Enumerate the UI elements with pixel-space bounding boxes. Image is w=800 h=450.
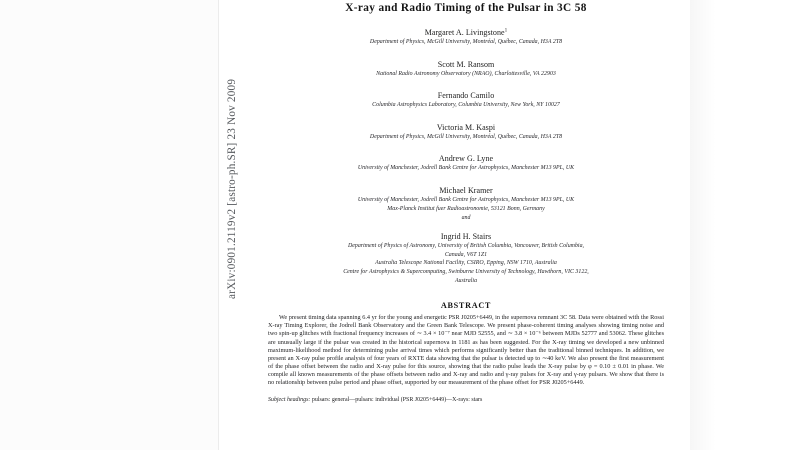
author-affiliation: Australia bbox=[454, 277, 478, 284]
subject-headings bbox=[240, 396, 692, 404]
page-title: X-ray and Radio Timing of the Pulsar in 3C 58 bbox=[345, 2, 587, 14]
author-name: Ingrid H. Stairs bbox=[440, 232, 492, 242]
page-gutter-left bbox=[0, 0, 218, 450]
author-name: Michael Kramer bbox=[439, 185, 493, 195]
author-list-conjunction: and bbox=[461, 215, 471, 222]
author-footnote-marker: 1 bbox=[504, 27, 508, 34]
author-affiliation: Max-Planck Institut fuer Radioastronomie, 53121 Bonn, Germany bbox=[387, 205, 545, 212]
author-affiliation: National Radio Astronomy Observatory (NRAO), Charlottesville, VA 22903 bbox=[376, 70, 556, 77]
paper-page bbox=[240, 0, 692, 450]
page-gutter-right bbox=[716, 0, 800, 450]
author-affiliation: University of Manchester, Jodrell Bank Centre for Astrophysics, Manchester M13 9PL, UK bbox=[357, 196, 575, 203]
subject-headings-label: Subject headings: bbox=[268, 396, 311, 403]
author-affiliation: Australia Telescope National Facility, CSIRO, Epping, NSW 1710, Australia bbox=[375, 260, 557, 267]
author-name: Andrew G. Lyne bbox=[438, 154, 494, 164]
author-affiliation: Department of Physics, McGill University, Montréal, Québec, Canada, H3A 2T8 bbox=[369, 39, 563, 45]
author-affiliation: Department of Physics, McGill University, Montréal, Québec, Canada, H3A 2T8 bbox=[369, 133, 563, 140]
author-block bbox=[240, 91, 692, 110]
author-affiliation: University of Manchester, Jodrell Bank Centre for Astrophysics, Manchester M13 9PL, UK bbox=[357, 165, 575, 172]
author-block bbox=[240, 232, 692, 285]
arxiv-stamp-text: arXiv:0901.2119v2 [astro-ph.SR] 23 Nov 2009 bbox=[226, 78, 238, 299]
arxiv-stamp bbox=[224, 0, 240, 450]
author-affiliation: Columbia Astrophysics Laboratory, Columbia University, New York, NY 10027 bbox=[372, 102, 560, 109]
abstract-body: We present timing data spanning 6.4 yr for the young and energetic PSR J0205+6449, in the supernova remnant 3C 58. Data were obtained with the Rossi X-ray Timing Explorer, the Jodrell Bank Observatory and the Green Bank Telescope. We present phase-coherent timing analyses showing timing noise and two spin-up glitches with fractional frequency increases of ∼ 3.4 × 10⁻⁷ near MJD 52555, and ∼ 3.8 × 10⁻⁶ between MJDs 52777 and 53062. These glitches are unusually large if the pulsar was created in the historical supernova in 1181 as has been suggested. For the X-ray timing we developed a new unbinned maximum-likelihood method for determining pulse arrival times which performs significantly better than the traditional binned techniques. In addition, we present an X-ray pulse profile analysis of four years of RXTE data showing that the pulsar is detected up to ∼40 keV. We also present the first measurement of the phase offset between the radio and X-ray pulse for this source, showing that the radio pulse leads the X-ray pulse by φ = 0.10 ± 0.01 in phase. We compile all known measurements of the phase offsets between radio and X-ray and radio and γ-ray pulses for X-ray and γ-ray pulsars. We show that there is no relationship between pulse period and phase offset, supported by our measurement of the phase offset for PSR J0205+6449. bbox=[268, 314, 664, 387]
author-block bbox=[240, 186, 692, 221]
author-affiliation: Centre for Astrophysics & Supercomputing, Swinburne University of Technology, Hawthorn, VIC 3122, bbox=[343, 268, 589, 275]
author-name: Victoria M. Kaspi bbox=[436, 122, 496, 132]
author-block bbox=[240, 154, 692, 173]
page-right-shadow bbox=[690, 0, 716, 450]
subject-headings-value: pulsars: general—pulsars: individual (PSR J0205+6449)—X-rays: stars bbox=[311, 396, 483, 403]
author-affiliation: Department of Physics of Astronomy, University of British Columbia, Vancouver, British Columbia, bbox=[347, 243, 585, 250]
author-affiliation: Canada, V6T 1Z1 bbox=[444, 251, 488, 258]
author-block bbox=[240, 60, 692, 79]
author-name: Scott M. Ransom bbox=[437, 59, 495, 69]
author-name: Fernando Camilo bbox=[437, 91, 495, 101]
author-name bbox=[240, 28, 692, 38]
author-name-text: Margaret A. Livingstone bbox=[424, 28, 505, 37]
author-block bbox=[240, 28, 692, 47]
page-left-edge bbox=[218, 0, 219, 450]
abstract-heading: ABSTRACT bbox=[440, 301, 492, 311]
author-block bbox=[240, 123, 692, 142]
